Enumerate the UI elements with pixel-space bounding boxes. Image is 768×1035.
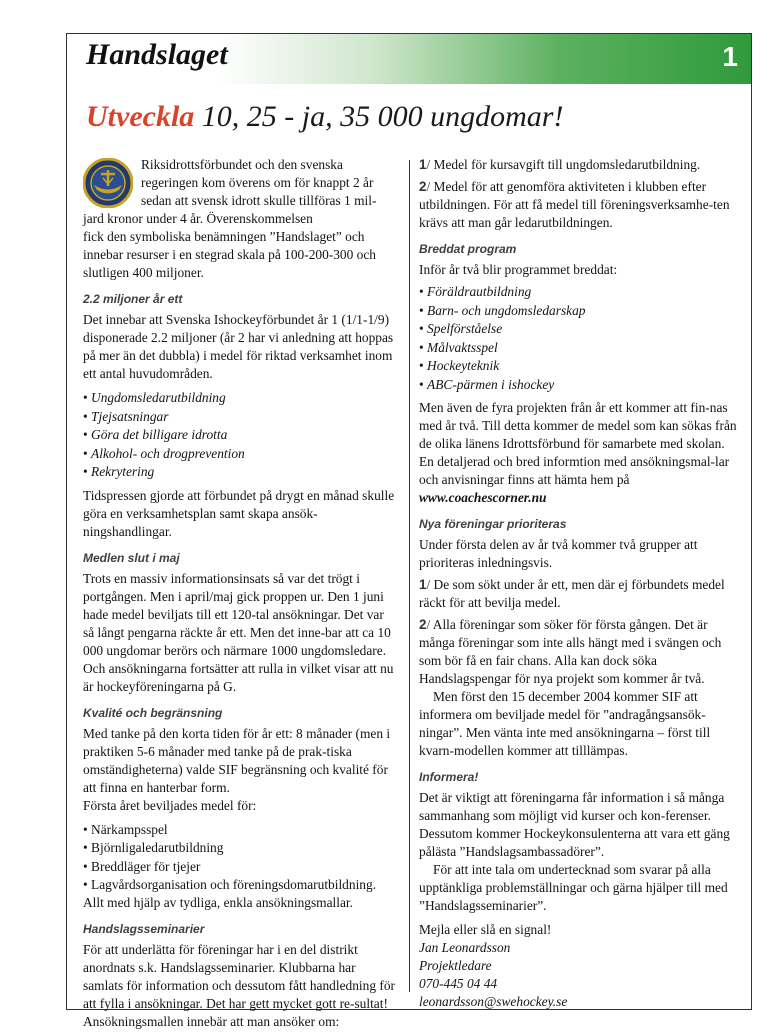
coaches-corner-link[interactable]: www.coachescorner.nu (419, 490, 547, 505)
body-text: Under första delen av år två kommer två grupper att prioriteras inledningsvis. (419, 537, 698, 570)
section-heading-kvalite: Kvalité och begränsning (83, 705, 223, 720)
section-heading-breddat: Breddat program (419, 242, 517, 256)
intro-line: sedan att svensk idrott skulle tillföras 1 mil- (141, 193, 377, 208)
section-heading-seminarier: Handslagsseminarier (83, 921, 205, 936)
list-item: • Alkohol- och drogprevention (83, 445, 397, 463)
list-item: • Rekrytering (83, 463, 397, 481)
list-item: • Barn- och ungdomsledarskap (419, 302, 737, 320)
list-item: • Ungdomsledarutbildning (83, 389, 397, 407)
item-text: Alla föreningar som söker för första gången. Det är många föreningar som inte alls hängt med i svängen och som bör få en fair chans. Alla kan dock söka Handslagspengar för nya projekt som kommer år två. (419, 617, 722, 686)
body-text: Men först den 15 december 2004 kommer SIF att informera om beviljade medel för ”andragångsansök-ningar”. Men vänta inte med ansökningarna – först till kvarn-modellen kommer att tilllämpas. (419, 689, 711, 758)
body-text: Men även de fyra projekten från år ett kommer att fin-nas med år två. Till detta kommer de medel som kan sökas från de olika länens Idrottsförbund för samarbete med skolan. (419, 400, 737, 451)
first-year-list (83, 821, 397, 894)
right-column (419, 156, 737, 1011)
numbered-item: 1/ De som sökt under år ett, men där ej förbundets medel räckt för att bevilja medel. (419, 577, 725, 610)
body-text: Tidspressen gjorde att förbundet på drygt en månad skulle göra en verksamhetsplan samt skapa ansök-ningshandlingar. (83, 487, 395, 539)
list-item: • Lagvårdsorganisation och föreningsdomarutbildning. (83, 876, 397, 894)
signature-name: Jan Leonardsson (419, 940, 511, 955)
item-text: Medel för att genomföra aktiviteten i klubben efter utbildningen. För att få medel till föreningsverksamhe-ten krävs att man går ledarutbildningen. (419, 179, 730, 230)
body-text: För att underlätta för föreningar har i en del distrikt anordnats s.k. Handslagsseminarier. Klubbarna har samlats för information och dessutom fått handledning för att fylla i ansökningar. Det har gett mycket gott re-sultat! Ansökningsmallen innebär att man ansöker om: (83, 941, 396, 1029)
headline-accent: Utveckla (86, 100, 195, 133)
body-text: Det innebar att Svenska Ishockeyförbundet år 1 (1/1-1/9) disponerade 2.2 miljoner (år 2 har vi anledning att hoppas på mer än det dubbla) i medel för riktad verksamhet inom ett antal huvudområden. (83, 312, 394, 381)
item-number: 1 (419, 577, 427, 592)
body-text: För att inte tala om undertecknad som svarar på alla upptänkliga problemställningar och gärna hjälper till med ”Handslagsseminarier”. (419, 862, 728, 913)
list-item: • ABC-pärmen i ishockey (419, 376, 737, 394)
list-item: • Björnligaledarutbildning (83, 839, 397, 857)
signature-block (419, 939, 737, 1011)
numbered-item: 2/ Medel för att genomföra aktiviteten i klubben efter utbildningen. För att få medel till föreningsverksamhe-ten krävs att man går ledarutbildningen. (419, 179, 730, 230)
item-number: 2 (419, 179, 427, 194)
item-number: 2 (419, 617, 427, 632)
signature-role: Projektledare (419, 958, 492, 973)
hockey-emblem-icon (83, 158, 133, 208)
signature-email[interactable]: leonardsson@swehockey.se (419, 994, 568, 1009)
page-number: 1 (722, 41, 738, 72)
body-text: Trots en massiv informationsinsats så var det trögt i portgången. Men i april/maj gick proppen ur. Den 1 juni hade medel beviljats till ett 120-tal ansökningar. Det var så långt pengarna räckte år ett. Men det inne-bar att ca 10 000 ungdomar berörs och närmare 1000 ungdomsledare. Och ansökningarna fortsätter att rulla in vilket visar att nu är hockeyföreningarna på G. (83, 570, 394, 694)
intro-paragraph (83, 156, 397, 282)
section-heading-miljoner: 2.2 miljoner år ett (83, 292, 183, 306)
intro-rest: fick den symboliska benämningen ”Handslaget” och innebar resurser i en stegrad skala på 100-200-300 och slutligen 400 miljoner. (83, 229, 377, 280)
section-heading-nya-foreningar: Nya föreningar prioriteras (419, 517, 567, 531)
section-heading-medlen-slut: Medlen slut i maj (83, 550, 180, 565)
body-text: Första året beviljades medel för: (83, 797, 257, 813)
list-item: • Hockeyteknik (419, 357, 737, 375)
headline (86, 100, 563, 134)
item-text: De som sökt under år ett, men där ej förbundets medel räckt för att bevilja medel. (419, 577, 725, 610)
signature-phone[interactable]: 070-445 04 44 (419, 976, 498, 991)
list-item: • Tjejsatsningar (83, 408, 397, 426)
headline-rest: 10, 25 - ja, 35 000 ungdomar! (194, 100, 564, 133)
list-item: • Målvaktsspel (419, 339, 737, 357)
left-column (83, 156, 397, 1035)
body-text: Inför år två blir programmet breddat: (419, 262, 618, 277)
body-text: Med tanke på den korta tiden för år ett: 8 månader (men i praktiken 5-6 månader med tanke på de prak-tiska omständigheterna) valde SIF begränsning och kvalité för att finna en hanterbar form. (83, 725, 391, 795)
list-item: • Spelförståelse (419, 320, 737, 338)
list-item: • Föräldrautbildning (419, 283, 737, 301)
numbered-item: 2/ Alla föreningar som söker för första gången. Det är många föreningar som inte alls hängt med i svängen och som bör få en fair chans. Alla kan dock söka Handslagspengar för nya projekt som kommer år två. (419, 617, 722, 686)
program-list (419, 283, 737, 393)
section-heading-informera: Informera! (419, 770, 479, 784)
list-item: • Närkampsspel (83, 821, 397, 839)
numbered-item: 1/ Medel för kursavgift till ungdomsledarutbildning. (419, 157, 701, 172)
body-text: Mejla eller slå en signal! (419, 922, 552, 937)
item-text: Medel för kursavgift till ungdomsledarutbildning. (430, 157, 701, 172)
intro-line: regeringen kom överens om för knappt 2 år (141, 175, 374, 190)
body-text: En detaljerad och bred informtion med ansökningsmal-lar och anvisningar finns att hämta hem på (419, 454, 730, 487)
intro-line: Riksidrottsförbundet och den svenska (141, 157, 343, 172)
focus-areas-list (83, 389, 397, 481)
body-text: Det är viktigt att föreningarna får information i så många sammanhang som möjligt vid kurser och kon-ferenser. Dessutom kommer Hockeykonsulenterna att vara ett gäng pålästa ”Handslagsambassadörer”. (419, 790, 730, 859)
body-text: Allt med hjälp av tydliga, enkla ansökningsmallar. (83, 894, 353, 910)
list-item: • Göra det billigare idrotta (83, 426, 397, 444)
item-number: 1 (419, 157, 427, 172)
column-divider (409, 160, 410, 992)
newsletter-title: Handslaget (86, 38, 228, 71)
list-item: • Breddläger för tjejer (83, 858, 397, 876)
intro-line: jard kronor under 4 år. Överenskommelsen (83, 211, 313, 226)
